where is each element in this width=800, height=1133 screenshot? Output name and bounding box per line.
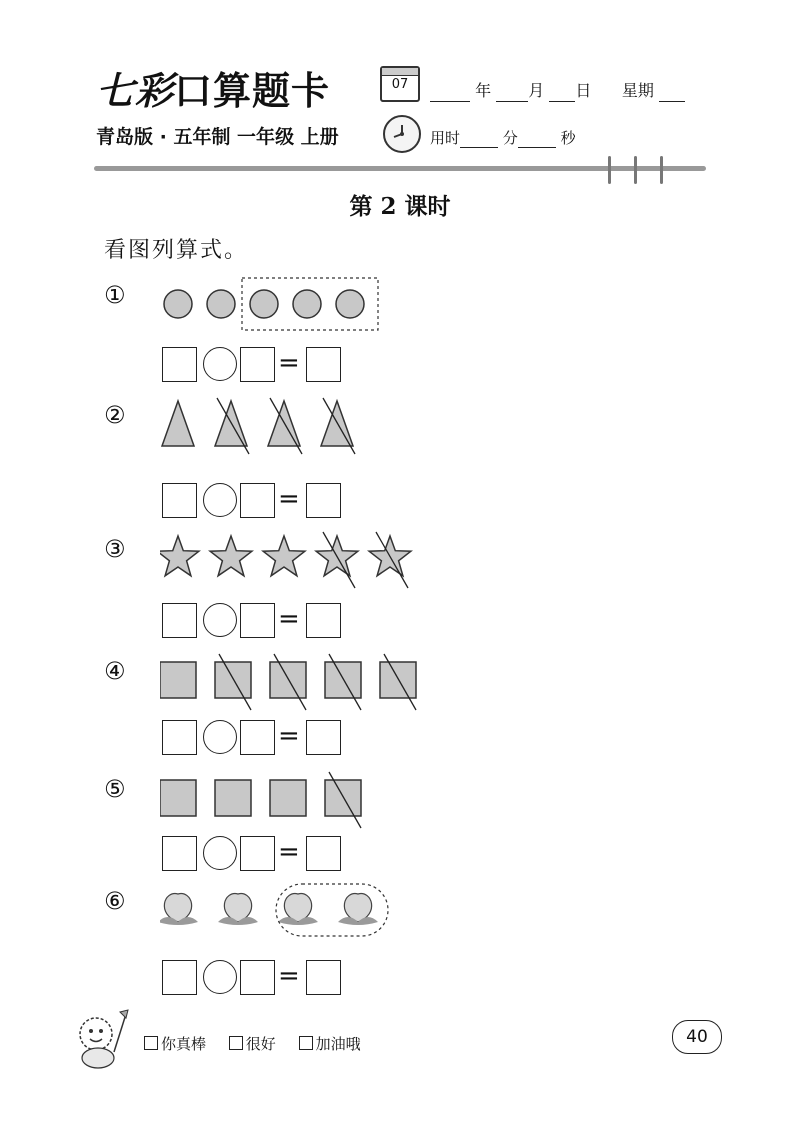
- equals-sign: =: [278, 604, 300, 634]
- clock-icon: [383, 115, 421, 153]
- square-icon: [160, 780, 196, 816]
- equation-row: [162, 836, 352, 874]
- checkbox-good[interactable]: [229, 1036, 243, 1050]
- question-figure: [160, 528, 460, 592]
- result-box[interactable]: [306, 483, 341, 518]
- question-figure: [160, 394, 460, 458]
- operand-box-1[interactable]: [162, 960, 197, 995]
- minute-blank[interactable]: [460, 131, 498, 148]
- square-icon: [270, 780, 306, 816]
- equation-row: [162, 483, 352, 521]
- square-icon: [380, 662, 416, 698]
- circle-icon: [250, 290, 278, 318]
- result-box[interactable]: [306, 836, 341, 871]
- equation-row: [162, 603, 352, 641]
- year-label: 年: [475, 81, 492, 100]
- month-label: 月: [528, 81, 545, 100]
- checkbox-great[interactable]: [144, 1036, 158, 1050]
- operator-circle[interactable]: [203, 603, 237, 637]
- calendar-day: 07: [391, 77, 409, 92]
- peach-icon: [160, 894, 198, 925]
- year-blank[interactable]: [430, 85, 470, 102]
- question-figure: [160, 274, 460, 338]
- question-number: ⑥: [104, 887, 126, 915]
- question-number: ⑤: [104, 775, 126, 803]
- weekday-blank[interactable]: [659, 85, 685, 102]
- circle-icon: [336, 290, 364, 318]
- calendar-icon: [380, 66, 420, 102]
- instruction: 看图列算式。: [104, 238, 249, 263]
- equals-sign: =: [278, 961, 300, 991]
- operand-box-1[interactable]: [162, 603, 197, 638]
- operand-box-2[interactable]: [240, 347, 275, 382]
- equals-sign: =: [278, 721, 300, 751]
- result-box[interactable]: [306, 347, 341, 382]
- operand-box-2[interactable]: [240, 720, 275, 755]
- edition-subtitle: 青岛版 · 五年制 一年级 上册: [96, 126, 339, 148]
- date-fields: [430, 80, 685, 102]
- self-evaluation: [144, 1034, 379, 1054]
- circle-icon: [164, 290, 192, 318]
- question-figure: [160, 650, 460, 714]
- triangle-icon: [162, 401, 194, 446]
- operand-box-2[interactable]: [240, 483, 275, 518]
- operator-circle[interactable]: [203, 347, 237, 381]
- operand-box-1[interactable]: [162, 720, 197, 755]
- lesson-title: 第 2 课时: [349, 193, 451, 220]
- checkbox-keep-going[interactable]: [299, 1036, 313, 1050]
- brand-prefix: 七彩: [96, 68, 175, 113]
- square-icon: [325, 780, 361, 816]
- question-number: ②: [104, 401, 126, 429]
- peach-icon: [278, 894, 318, 925]
- equation-row: [162, 960, 352, 998]
- square-icon: [215, 780, 251, 816]
- result-box[interactable]: [306, 720, 341, 755]
- operand-box-1[interactable]: [162, 483, 197, 518]
- mascot-illustration: [70, 1008, 132, 1074]
- operand-box-2[interactable]: [240, 960, 275, 995]
- operand-box-1[interactable]: [162, 836, 197, 871]
- square-icon: [270, 662, 306, 698]
- square-icon: [215, 662, 251, 698]
- star-icon: [210, 536, 252, 576]
- brand-rest: 口算题卡: [174, 68, 331, 113]
- page-number: 40: [672, 1020, 722, 1054]
- peach-icon: [338, 894, 378, 925]
- day-blank[interactable]: [549, 85, 575, 102]
- option-keep-going: 加油哦: [315, 1035, 361, 1053]
- result-box[interactable]: [306, 960, 341, 995]
- result-box[interactable]: [306, 603, 341, 638]
- equals-sign: =: [278, 837, 300, 867]
- equation-row: [162, 347, 352, 385]
- star-icon: [263, 536, 305, 576]
- operand-box-1[interactable]: [162, 347, 197, 382]
- question-number: ①: [104, 281, 126, 309]
- minute-label: 分: [502, 129, 518, 147]
- equals-sign: =: [278, 484, 300, 514]
- question-number: ③: [104, 535, 126, 563]
- operator-circle[interactable]: [203, 720, 237, 754]
- circle-icon: [207, 290, 235, 318]
- time-used-label: 用时: [430, 129, 461, 147]
- weekday-label: 星期: [621, 81, 654, 100]
- circle-icon: [293, 290, 321, 318]
- question-figure: [160, 768, 460, 832]
- question-number: ④: [104, 657, 126, 685]
- option-great: 你真棒: [161, 1035, 207, 1053]
- option-good: 很好: [245, 1035, 276, 1053]
- star-icon: [160, 536, 199, 576]
- peach-icon: [218, 894, 258, 925]
- operator-circle[interactable]: [203, 960, 237, 994]
- equals-sign: =: [278, 348, 300, 378]
- operand-box-2[interactable]: [240, 836, 275, 871]
- question-figure: [160, 880, 460, 944]
- time-fields: [430, 128, 576, 148]
- second-blank[interactable]: [518, 131, 556, 148]
- day-label: 日: [575, 81, 592, 100]
- brand-title: [96, 68, 330, 114]
- square-icon: [325, 662, 361, 698]
- second-label: 秒: [560, 129, 576, 147]
- equation-row: [162, 720, 352, 758]
- operator-circle[interactable]: [203, 836, 237, 870]
- operator-circle[interactable]: [203, 483, 237, 517]
- month-blank[interactable]: [496, 85, 528, 102]
- header-divider: [94, 166, 706, 171]
- square-icon: [160, 662, 196, 698]
- operand-box-2[interactable]: [240, 603, 275, 638]
